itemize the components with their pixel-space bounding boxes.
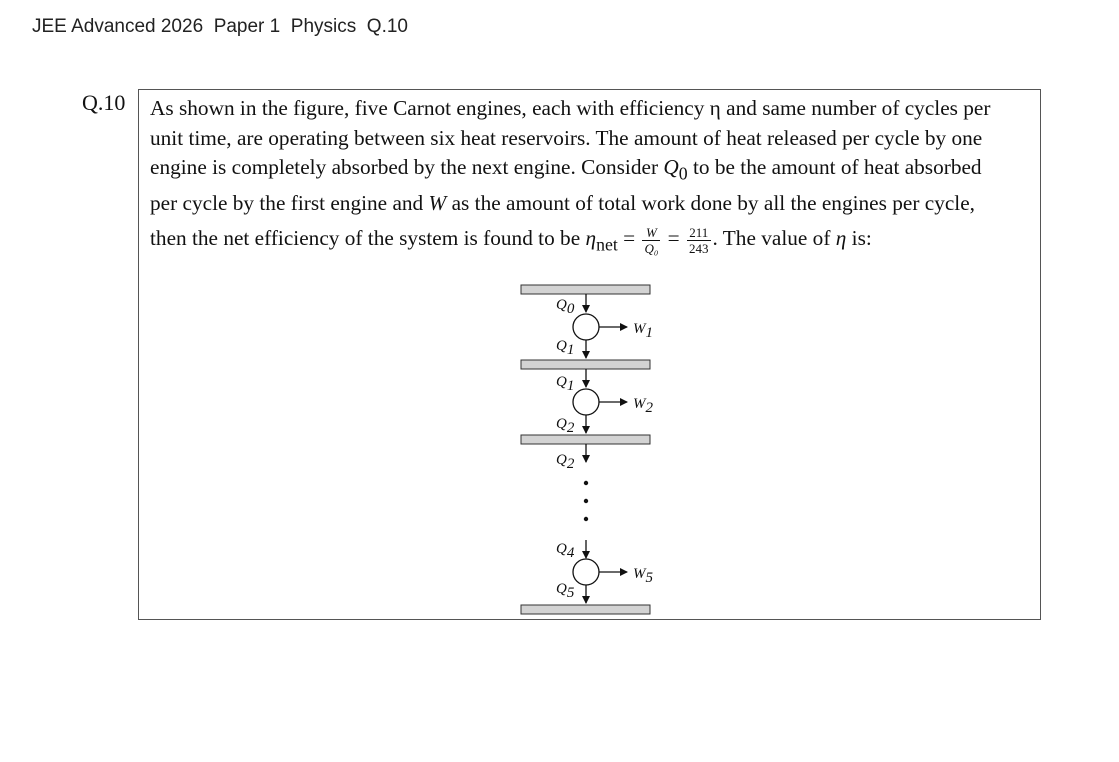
carnot-engines-figure xyxy=(139,90,1042,621)
question-line-5: then the net efficiency of the system is found to be $\eta_{net}$ = $\frac{W}{\text{Q₀}}$ = $\frac{211}{243}$ . The value of η is: xyxy=(150,224,872,256)
label-q2-in: Q2 xyxy=(556,452,575,472)
ellipsis-dot-1 xyxy=(584,481,588,485)
symbol-eta-net: η xyxy=(585,226,597,251)
symbol-eta: η xyxy=(835,226,847,251)
label-q2-out: Q2 xyxy=(556,416,575,436)
question-line-1: As shown in the figure, five Carnot engines, each with efficiency η and same number of cycles per xyxy=(150,96,991,120)
line5-end: is: xyxy=(851,226,872,251)
symbol-Q: Q xyxy=(663,155,679,179)
engine-2 xyxy=(573,389,599,415)
label-q1-out: Q1 xyxy=(556,338,575,358)
reservoir-1 xyxy=(521,360,650,369)
label-q5-out: Q5 xyxy=(556,581,575,601)
subscript-net: net xyxy=(596,234,618,255)
symbol-W: W xyxy=(428,190,447,215)
subscript-0: 0 xyxy=(678,163,688,184)
label-q1-in: Q1 xyxy=(556,374,575,394)
label-w2: W2 xyxy=(633,396,653,416)
fraction-2-denominator: 243 xyxy=(689,240,709,256)
engine-1 xyxy=(573,314,599,340)
engine-5 xyxy=(573,559,599,585)
reservoir-0 xyxy=(521,285,650,294)
fraction-1-numerator: W xyxy=(642,225,660,241)
line4-end: as the amount of total work done by all the engines per cycle, xyxy=(451,190,975,215)
question-number: Q.10 xyxy=(82,90,126,115)
line5-middle: . The value of xyxy=(712,226,831,251)
question-line-2: unit time, are operating between six heat reservoirs. The amount of heat released per cycle by one xyxy=(150,125,983,150)
ellipsis-dot-2 xyxy=(584,499,588,503)
label-w5: W5 xyxy=(633,566,653,586)
label-w1: W1 xyxy=(633,321,653,341)
ellipsis-dot-3 xyxy=(584,517,588,521)
reservoir-2 xyxy=(521,435,650,444)
line3-end: to be the amount of heat absorbed xyxy=(692,155,982,179)
reservoir-5 xyxy=(521,605,650,614)
page-header: JEE Advanced 2026 Paper 1 Physics Q.10 xyxy=(32,16,409,37)
label-q4-in: Q4 xyxy=(556,541,575,561)
line5-start: then the net efficiency of the system is found to be xyxy=(150,226,581,251)
label-q0-top: Q0 xyxy=(556,297,575,317)
fraction-1-denominator: Q₀ xyxy=(644,240,659,256)
question-box xyxy=(138,89,1041,620)
line3-start: engine is completely absorbed by the next engine. Consider xyxy=(150,155,659,179)
fraction-2-numerator: 211 xyxy=(687,225,711,241)
line4-start: per cycle by the first engine and xyxy=(150,190,424,215)
